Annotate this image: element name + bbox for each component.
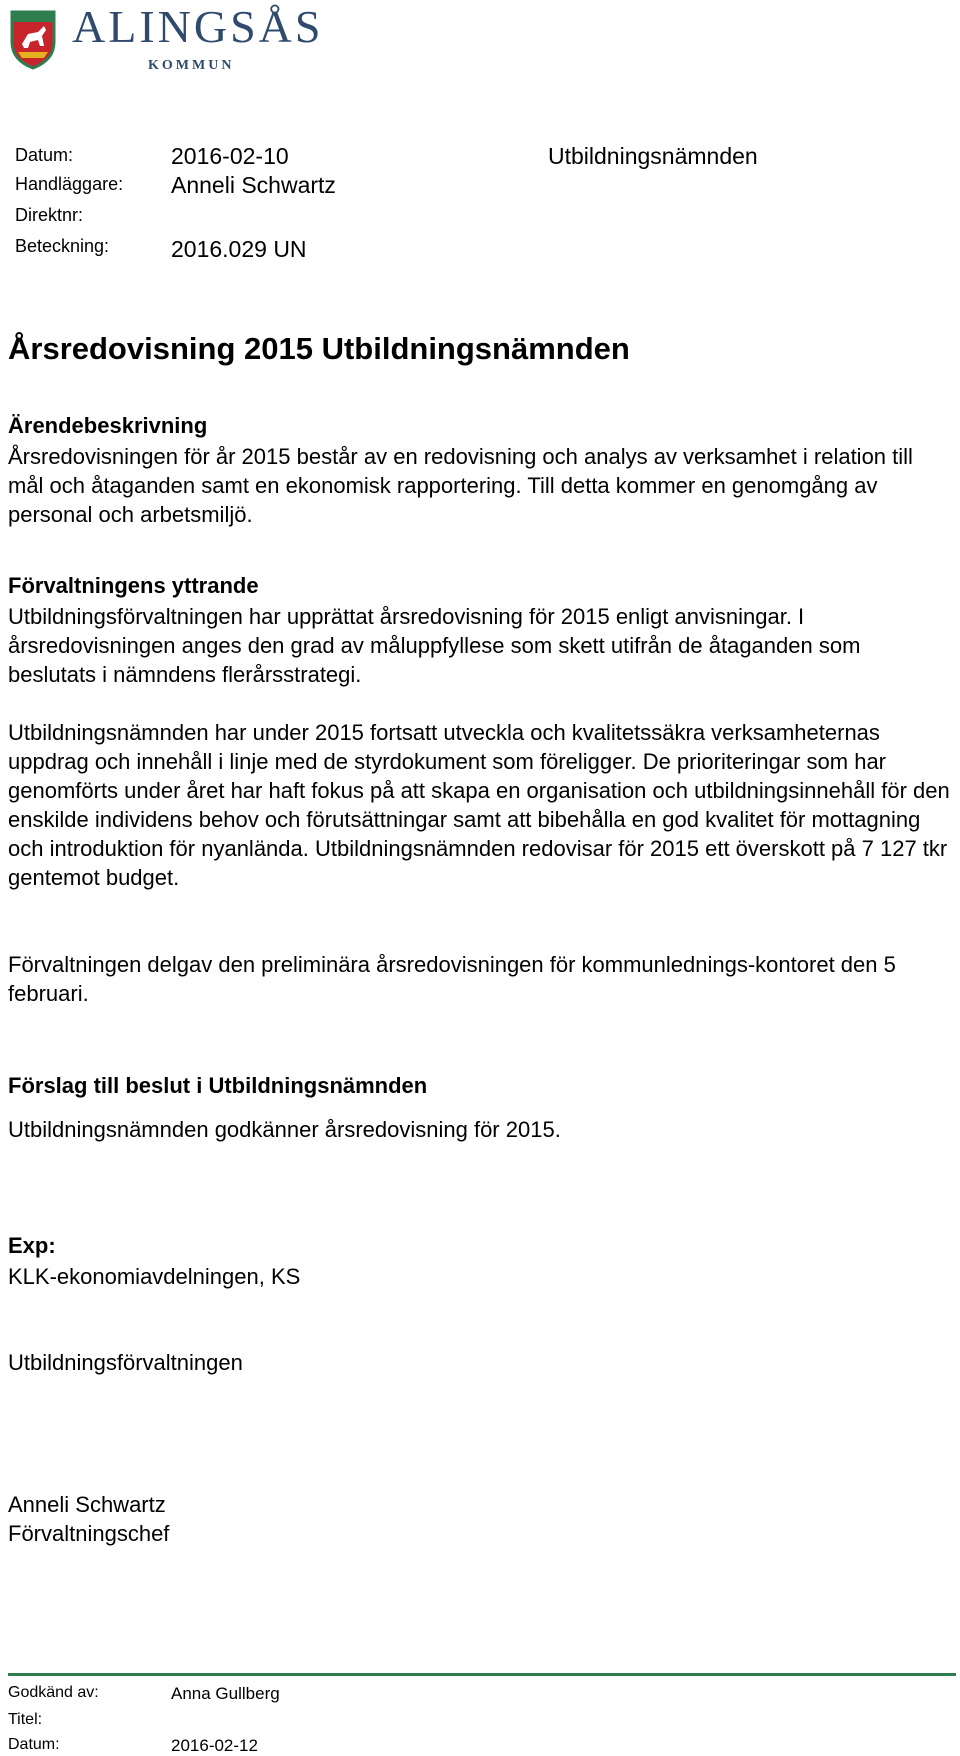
datum-value: 2016-02-10 (171, 143, 289, 169)
handlaggare-value: Anneli Schwartz (171, 172, 336, 198)
logo-subtitle: KOMMUN (148, 58, 235, 73)
proposal-text: Utbildningsnämnden godkänner årsredovisning för 2015. (8, 1117, 561, 1142)
godkand-value: Anna Gullberg (171, 1684, 280, 1703)
municipality-logo (8, 1, 324, 76)
direktnr-label: Direktnr: (15, 205, 84, 225)
section-heading-arendebeskrivning: Ärendebeskrivning (8, 413, 208, 438)
proposal-heading: Förslag till beslut i Utbildningsnämnden (8, 1073, 428, 1098)
footer-datum-label: Datum: (8, 1736, 60, 1753)
coat-of-arms-icon (8, 8, 58, 70)
titel-label: Titel: (8, 1711, 43, 1728)
godkand-label: Godkänd av: (8, 1684, 99, 1701)
footer-divider (8, 1673, 956, 1676)
beteckning-label: Beteckning: (15, 236, 110, 256)
exp-label: Exp: (8, 1233, 56, 1258)
logo-wordmark: ALINGSÅS (72, 1, 324, 52)
page-title: Årsredovisning 2015 Utbildningsnämnden (8, 331, 630, 366)
body-paragraph: Utbildningsnämnden har under 2015 fortsatt utveckla och kvalitetssäkra verksamheternas uppdrag och innehåll i linje med de styrdokument som föreligger. De prioriteringar som har genomförts under året har haft fokus på att skapa en organisation och utbildningsinnehåll för den enskilde individens behov och förutsättningar samt att bibehålla en god kvalitet för mottagning och introduktion för nyanlända. Utbildningsnämnden redovisar för 2015 ett överskott på 7 127 tkr gentemot budget. (8, 720, 950, 890)
recipient-unit: Utbildningsnämnden (548, 143, 758, 169)
body-paragraph: Förvaltningen delgav den preliminära årsredovisningen för kommunlednings-kontoret den 5 februari. (8, 952, 896, 1006)
handlaggare-label: Handläggare: (15, 174, 124, 194)
department-name: Utbildningsförvaltningen (8, 1350, 243, 1375)
signer-title: Förvaltningschef (8, 1521, 170, 1546)
footer-datum-value: 2016-02-12 (171, 1736, 258, 1755)
beteckning-value: 2016.029 UN (171, 236, 307, 262)
exp-recipient: KLK-ekonomiavdelningen, KS (8, 1264, 301, 1289)
section-heading-yttrande: Förvaltningens yttrande (8, 573, 259, 598)
section-text-yttrande: Utbildningsförvaltningen har upprättat årsredovisning för 2015 enligt anvisningar. I årsredovisningen anges den grad av måluppfyllese som skett utifrån de åtaganden som beslutats i nämndens flerårsstrategi. (8, 604, 861, 687)
datum-label: Datum: (15, 145, 74, 165)
section-text-arendebeskrivning: Årsredovisningen för år 2015 består av en redovisning och analys av verksamhet i relation till mål och åtaganden samt en ekonomisk rapportering. Till detta kommer en genomgång av personal och arbetsmiljö. (8, 444, 913, 527)
signer-name: Anneli Schwartz (8, 1492, 166, 1517)
